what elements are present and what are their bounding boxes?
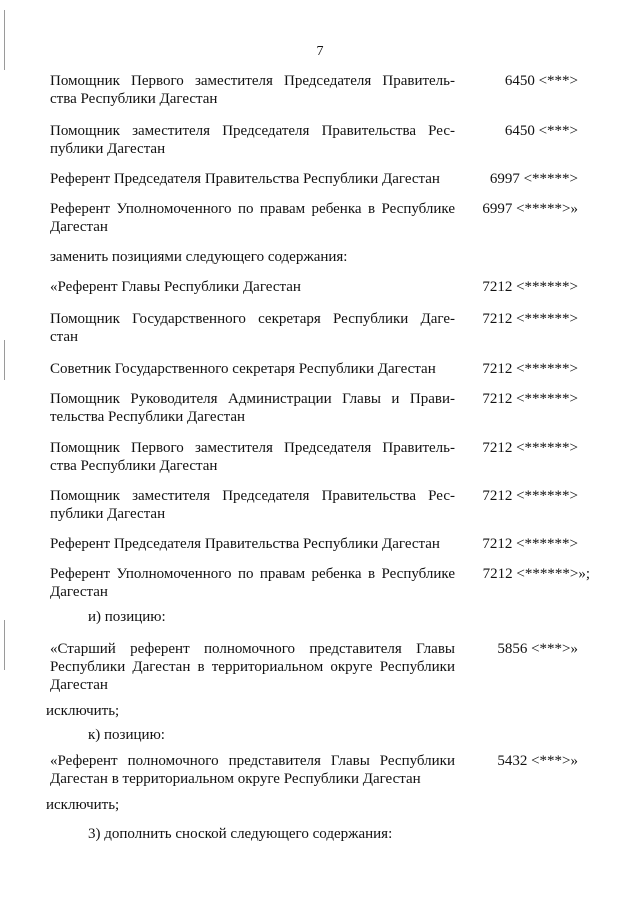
position-text: Референт Уполномоченного по правам ребенка в Республике: [50, 566, 455, 582]
position-row-4: [50, 200, 455, 236]
position-text: Помощник заместителя Председателя Правительства Рес-: [50, 123, 455, 139]
scan-artifact: [4, 620, 5, 670]
position-text: Дагестан: [50, 584, 108, 600]
position-row-1: [50, 72, 455, 108]
salary-amount: 7212 <******>: [482, 361, 578, 377]
salary-amount: 7212 <******>: [482, 440, 578, 456]
position-row-3: [50, 170, 455, 188]
item-i-heading: и) позицию:: [88, 609, 166, 625]
new-position-row-5: [50, 439, 455, 475]
position-row-i: [50, 640, 455, 694]
position-text: ства Республики Дагестан: [50, 458, 218, 474]
salary-amount: 7212 <******>»;: [482, 566, 590, 582]
position-text: Дагестан: [50, 677, 108, 693]
exclude-instruction: исключить;: [46, 703, 120, 719]
position-row-2: [50, 122, 455, 158]
position-text: «Референт полномочного представителя Главы Республики: [50, 753, 455, 769]
scan-artifact: [4, 340, 5, 380]
salary-amount: 5856 <***>»: [497, 641, 578, 657]
position-text: Референт Председателя Правительства Республики Дагестан: [50, 171, 440, 187]
position-text: публики Дагестан: [50, 506, 166, 522]
position-text: «Старший референт полномочного представителя Главы: [50, 641, 455, 657]
new-position-row-1: [50, 278, 455, 296]
salary-amount: 7212 <******>: [482, 536, 578, 552]
position-text: Республики Дагестан в территориальном округе Республики: [50, 659, 455, 675]
salary-amount: 6450 <***>: [504, 123, 578, 139]
new-position-row-4: [50, 390, 455, 426]
new-position-row-3: [50, 360, 455, 378]
exclude-instruction: исключить;: [46, 797, 120, 813]
position-row-k: [50, 752, 455, 788]
position-text: ства Республики Дагестан: [50, 91, 218, 107]
replace-instruction: заменить позициями следующего содержания:: [50, 249, 348, 265]
position-text: Помощник Руководителя Администрации Главы и Прави-: [50, 391, 455, 407]
position-text: Помощник Первого заместителя Председателя Правитель-: [50, 440, 455, 456]
salary-amount: 7212 <******>: [482, 311, 578, 327]
salary-amount: 6997 <*****>»: [482, 201, 578, 217]
new-position-row-2: [50, 310, 455, 346]
position-text: Помощник Государственного секретаря Республики Даге-: [50, 311, 455, 327]
position-text: Советник Государственного секретаря Республики Дагестан: [50, 361, 436, 377]
new-position-row-7: [50, 535, 455, 553]
position-text: публики Дагестан: [50, 141, 166, 157]
scan-artifact: [4, 10, 5, 70]
position-text: Референт Председателя Правительства Республики Дагестан: [50, 536, 440, 552]
salary-amount: 6997 <*****>: [489, 171, 578, 187]
page-number: 7: [316, 44, 324, 59]
salary-amount: 5432 <***>»: [497, 753, 578, 769]
salary-amount: 6450 <***>: [504, 73, 578, 89]
item-k-heading: к) позицию:: [88, 727, 165, 743]
item-3-heading: 3) дополнить сноской следующего содержания:: [88, 826, 393, 842]
position-text: Дагестан: [50, 219, 108, 235]
salary-amount: 7212 <******>: [482, 488, 578, 504]
salary-amount: 7212 <******>: [482, 279, 578, 295]
position-text: «Референт Главы Республики Дагестан: [50, 279, 301, 295]
position-text: Помощник Первого заместителя Председателя Правитель-: [50, 73, 455, 89]
salary-amount: 7212 <******>: [482, 391, 578, 407]
position-text: Помощник заместителя Председателя Правительства Рес-: [50, 488, 455, 504]
new-position-row-8: [50, 565, 455, 601]
new-position-row-6: [50, 487, 455, 523]
position-text: Референт Уполномоченного по правам ребенка в Республике: [50, 201, 455, 217]
position-text: Дагестан в территориальном округе Республики Дагестан: [50, 771, 421, 787]
position-text: стан: [50, 329, 79, 345]
position-text: тельства Республики Дагестан: [50, 409, 245, 425]
